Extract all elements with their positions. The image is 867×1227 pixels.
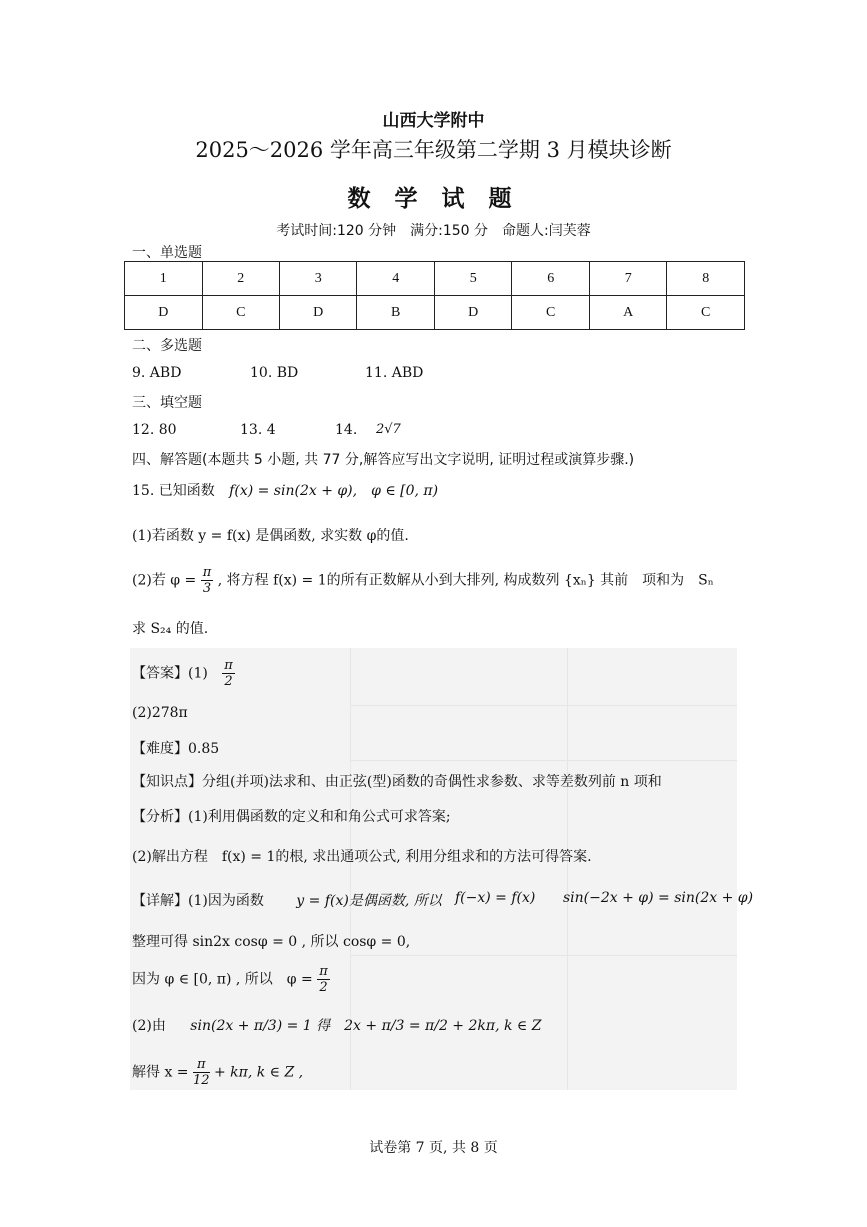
detail-5-prefix: 解得 x = <box>132 1064 189 1081</box>
fill-answer-13: 13. 4 <box>240 422 276 438</box>
school-name: 山西大学附中 <box>382 111 485 131</box>
answer-cell: D <box>434 296 512 330</box>
question-number: 7 <box>589 262 667 296</box>
answer-line-2: (2)278π <box>132 705 188 721</box>
section-multi-choice: 二、多选题 <box>132 338 202 354</box>
answer-1-fraction <box>222 658 235 689</box>
detail-3-fraction <box>317 964 330 995</box>
analysis-1: 【分析】(1)利用偶函数的定义和和角公式可求答案; <box>132 809 451 825</box>
fraction-denominator: 12 <box>192 1073 210 1088</box>
multi-answer-9: 9. ABD <box>132 365 182 381</box>
detail-1-eq1: f(−x) = f(x) <box>455 890 536 906</box>
q15-part2-end: 求 S₂₄ 的值. <box>132 621 209 637</box>
question-number: 5 <box>434 262 512 296</box>
page-footer: 试卷第 7 页, 共 8 页 <box>369 1140 498 1156</box>
multi-answer-10: 10. BD <box>250 365 299 381</box>
multi-answer-11: 11. ABD <box>365 365 424 381</box>
answer-cell: D <box>279 296 357 330</box>
fraction-numerator: π <box>202 565 212 580</box>
fraction-denominator: 2 <box>224 674 233 689</box>
fraction-denominator: 2 <box>319 980 328 995</box>
detail-1-prefix: 【详解】(1)因为函数 <box>132 893 264 909</box>
q15-part1: (1)若函数 y = f(x) 是偶函数, 求实数 φ的值. <box>132 528 409 544</box>
table-row-answers <box>125 296 745 330</box>
q15-function: f(x) = sin(2x + φ), φ ∈ [0, π) <box>229 483 439 499</box>
fill-answer-14-value: 2√7 <box>376 422 401 437</box>
answer-cell: C <box>202 296 279 330</box>
question-number: 4 <box>357 262 434 296</box>
answer-cell: A <box>589 296 667 330</box>
question-number: 2 <box>202 262 279 296</box>
detail-line-3 <box>132 964 330 995</box>
detail-line-1 <box>132 890 442 910</box>
question-number: 1 <box>125 262 203 296</box>
detail-4-prefix: (2)由 <box>132 1018 166 1034</box>
exam-title: 2025～2026 学年高三年级第二学期 3 月模块诊断 <box>195 138 672 162</box>
q15-stem <box>132 480 438 500</box>
difficulty: 【难度】0.85 <box>132 741 220 757</box>
fill-answer-14: 14. <box>335 422 358 438</box>
answer-cell: B <box>357 296 434 330</box>
fraction-denominator: 3 <box>202 581 212 596</box>
question-number: 6 <box>512 262 589 296</box>
detail-1-mid: y = f(x)是偶函数, 所以 <box>296 893 442 909</box>
section-single-choice: 一、单选题 <box>132 245 202 261</box>
answer-cell: C <box>512 296 589 330</box>
q15-part2 <box>132 565 714 596</box>
grid-divider <box>350 955 737 956</box>
section-solutions: 四、解答题(本题共 5 小题, 共 77 分,解答应写出文字说明, 证明过程或演算步骤.) <box>132 452 635 468</box>
answer-label: 【答案】(1) <box>132 665 208 682</box>
question-number: 3 <box>279 262 357 296</box>
detail-3-prefix: 因为 φ ∈ [0, π) , 所以 φ = <box>132 971 313 988</box>
exam-meta: 考试时间:120 分钟 满分:150 分 命题人:闫芙蓉 <box>276 223 591 239</box>
q15-part2-text: , 将方程 f(x) = 1的所有正数解从小到大排列, 构成数列 {xₙ} 其前 项和为 Sₙ <box>217 572 714 589</box>
fraction-numerator: π <box>193 1057 210 1073</box>
fraction-numerator: π <box>224 658 233 673</box>
answer-cell: C <box>667 296 745 330</box>
answer-line-1 <box>132 658 235 689</box>
grid-divider <box>350 760 737 761</box>
table-row-numbers <box>125 262 745 296</box>
subject-title: 数 学 试 题 <box>347 185 520 212</box>
q15-stem-text: 15. 已知函数 <box>132 483 215 499</box>
detail-5-fraction <box>193 1057 210 1088</box>
detail-line-2: 整理可得 sin2x cosφ = 0 , 所以 cosφ = 0, <box>132 934 411 950</box>
q15-part2-fraction <box>201 565 214 596</box>
analysis-2: (2)解出方程 f(x) = 1的根, 求出通项公式, 利用分组求和的方法可得答案. <box>132 849 592 865</box>
grid-divider <box>567 648 568 1090</box>
answer-cell: D <box>125 296 203 330</box>
answer-table <box>124 261 745 330</box>
fill-answer-12: 12. 80 <box>132 422 177 438</box>
detail-line-4 <box>132 1015 541 1035</box>
detail-4-equation: sin(2x + π/3) = 1 得 2x + π/3 = π/2 + 2kπ, k ∈ Z <box>190 1018 542 1034</box>
question-number: 8 <box>667 262 745 296</box>
knowledge-points: 【知识点】分组(并项)法求和、由正弦(型)函数的奇偶性求参数、求等差数列前 n 项和 <box>132 774 662 790</box>
section-fill-blank: 三、填空题 <box>132 395 202 411</box>
detail-line-5 <box>132 1057 303 1088</box>
fraction-numerator: π <box>319 964 328 979</box>
detail-1-eq2: sin(−2x + φ) = sin(2x + φ) <box>563 890 754 906</box>
detail-5-end: + kπ, k ∈ Z , <box>213 1064 304 1081</box>
grid-divider <box>350 705 737 706</box>
q15-part2-prefix: (2)若 φ = <box>132 572 197 589</box>
